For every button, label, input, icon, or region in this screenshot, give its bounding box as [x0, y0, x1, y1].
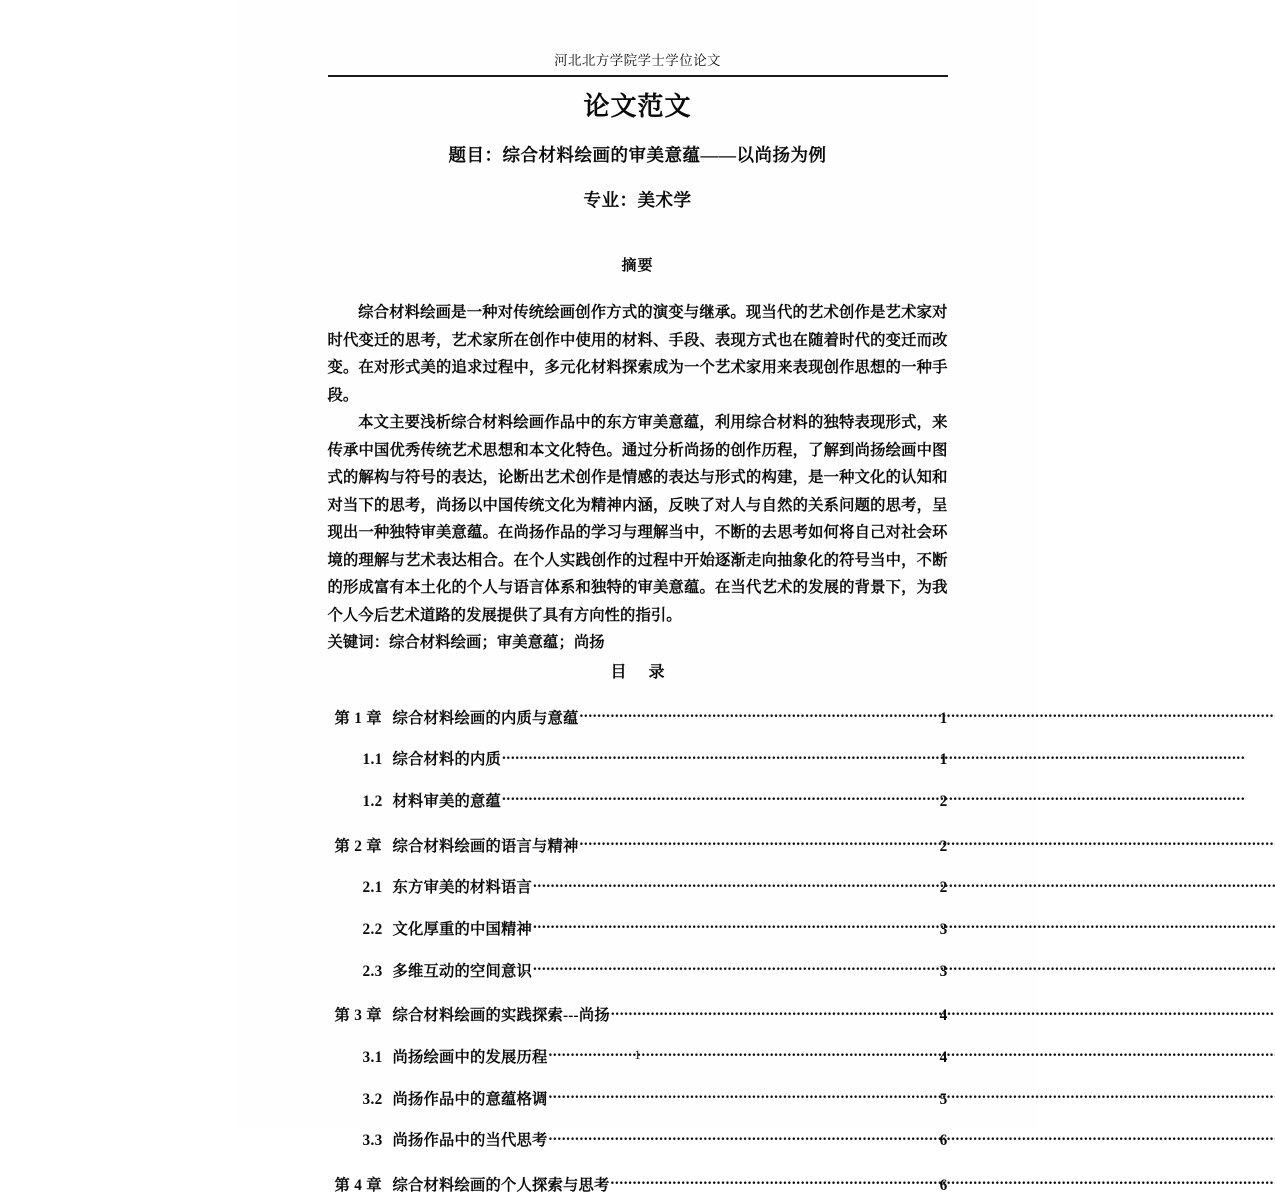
toc-entry-label: 综合材料绘画的实践探索---尚扬 [392, 1007, 610, 1025]
toc-entry-page-number: 2 [939, 879, 948, 897]
abstract-body [328, 299, 948, 657]
toc-entry-leader-dots [502, 791, 931, 806]
toc-entry-label: 综合材料绘画的语言与精神 [392, 837, 579, 855]
toc-entry-leader-dots [548, 1088, 930, 1103]
toc-entry[interactable] [328, 877, 948, 898]
toc-entry-number: 2.1 [362, 879, 383, 897]
toc-entry-leader-dots [502, 749, 931, 764]
page-content [328, 0, 948, 1195]
toc-heading [328, 659, 948, 682]
toc-entry-leader-dots [533, 960, 931, 975]
toc-entry-leader-dots [611, 1005, 931, 1020]
toc-entry-number: 第 1 章 [334, 709, 382, 727]
toc-heading-right: 录 [648, 663, 665, 681]
toc-entry-label: 综合材料的内质 [392, 751, 501, 769]
toc-entry-page-number: 1 [939, 751, 948, 769]
running-header-title: 河北北方学院学士学位论文 [554, 53, 721, 68]
footer-page-number: 1 [634, 1048, 641, 1062]
toc-entry-page-number: 3 [939, 962, 948, 980]
toc-entry[interactable] [328, 749, 948, 770]
toc-entry[interactable] [328, 960, 948, 981]
toc-entry[interactable] [328, 919, 948, 940]
toc-entry-page-number: 2 [939, 793, 948, 811]
toc-entry[interactable] [328, 708, 948, 729]
toc-entry-number: 2.3 [362, 962, 383, 980]
toc-entry-label: 综合材料绘画的个人探索与思考 [392, 1176, 610, 1194]
abstract-paragraph: 综合材料绘画是一种对传统绘画创作方式的演变与继承。现当代的艺术创作是艺术家对时代变迁的思考，艺术家所在创作中使用的材料、手段、表现方式也在随着时代的变迁而改变。在对形式美的追求过程中，多元化材料探索成为一个艺术家用来表现创作思想的一种手段。 [327, 304, 948, 404]
toc-entry[interactable] [328, 1175, 948, 1195]
toc-entry-page-number: 5 [939, 1090, 948, 1108]
toc-list [328, 708, 948, 1195]
toc-entry-leader-dots [548, 1130, 930, 1145]
header-rule [328, 75, 948, 77]
toc-entry-page-number: 6 [939, 1132, 948, 1150]
abstract-paragraph: 本文主要浅析综合材料绘画作品中的东方审美意蕴，利用综合材料的独特表现形式，来传承中国优秀传统艺术思想和本文化特色。通过分析尚扬的创作历程，了解到尚扬绘画中图式的解构与符号的表达，论断出艺术创作是情感的表达与形式的构建，是一种文化的认知和对当下的思考，尚扬以中国传统文化为精神内涵，反映了对人与自然的关系问题的思考，呈现出一种独特审美意蕴。在尚扬作品的学习与理解当中，不断的去思考如何将自己对社会环境的理解与艺术表达相合。在个人实践创作的过程中开始逐渐走向抽象化的符号当中，不断的形成富有本土化的个人与语言体系和独特的审美意蕴。在当代艺术的发展的背景下，为我个人今后艺术道路的发展提供了具有方向性的指引。 [327, 414, 948, 624]
toc-entry-label: 文化厚重的中国精神 [392, 921, 532, 939]
toc-entry-number: 1.2 [362, 793, 383, 811]
abstract-keywords-line: 关键词：综合材料绘画；审美意蕴；尚扬 [327, 634, 605, 652]
toc-entry-page-number: 4 [939, 1048, 948, 1066]
toc-entry-number: 2.2 [362, 921, 383, 939]
toc-entry-number: 第 3 章 [334, 1007, 382, 1025]
toc-entry[interactable] [328, 1130, 948, 1151]
toc-entry-leader-dots [533, 877, 931, 892]
toc-entry-number: 3.3 [362, 1132, 383, 1150]
toc-entry-label: 综合材料绘画的内质与意蕴 [392, 709, 579, 727]
toc-entry-label: 尚扬作品中的当代思考 [392, 1132, 548, 1150]
toc-entry-number: 第 4 章 [334, 1176, 382, 1194]
toc-entry-label: 材料审美的意蕴 [392, 793, 501, 811]
toc-entry[interactable] [328, 1005, 948, 1026]
toc-entry-leader-dots [610, 1175, 930, 1190]
toc-entry[interactable] [328, 835, 948, 856]
document-page [238, 0, 1038, 1194]
toc-entry-number: 3.2 [362, 1090, 383, 1108]
document-title: 论文范文 [583, 91, 692, 121]
toc-entry-label: 多维互动的空间意识 [392, 962, 532, 980]
toc-entry-page-number: 4 [939, 1007, 948, 1025]
toc-entry-page-number: 3 [939, 921, 948, 939]
toc-entry-page-number: 2 [939, 837, 948, 855]
toc-entry-number: 第 2 章 [334, 837, 382, 855]
toc-entry-label: 尚扬作品中的意蕴格调 [392, 1090, 548, 1108]
toc-entry-label: 东方审美的材料语言 [392, 879, 532, 897]
toc-entry-leader-dots [579, 708, 930, 723]
abstract-heading: 摘要 [621, 258, 654, 275]
thesis-major-line: 专业：美术学 [583, 189, 692, 210]
toc-entry-page-number: 6 [939, 1176, 948, 1194]
toc-entry-number: 1.1 [362, 751, 383, 769]
toc-heading-left: 目 [610, 663, 627, 681]
toc-entry-number: 3.1 [362, 1048, 383, 1066]
toc-entry-label: 尚扬绘画中的发展历程 [392, 1048, 548, 1066]
toc-entry[interactable] [328, 1088, 948, 1109]
thesis-subject-line: 题目：综合材料绘画的审美意蕴——以尚扬为例 [448, 145, 827, 166]
toc-entry-leader-dots [533, 919, 931, 934]
toc-entry-page-number: 1 [939, 709, 948, 727]
toc-entry-leader-dots [579, 835, 930, 850]
toc-entry[interactable] [328, 791, 948, 812]
